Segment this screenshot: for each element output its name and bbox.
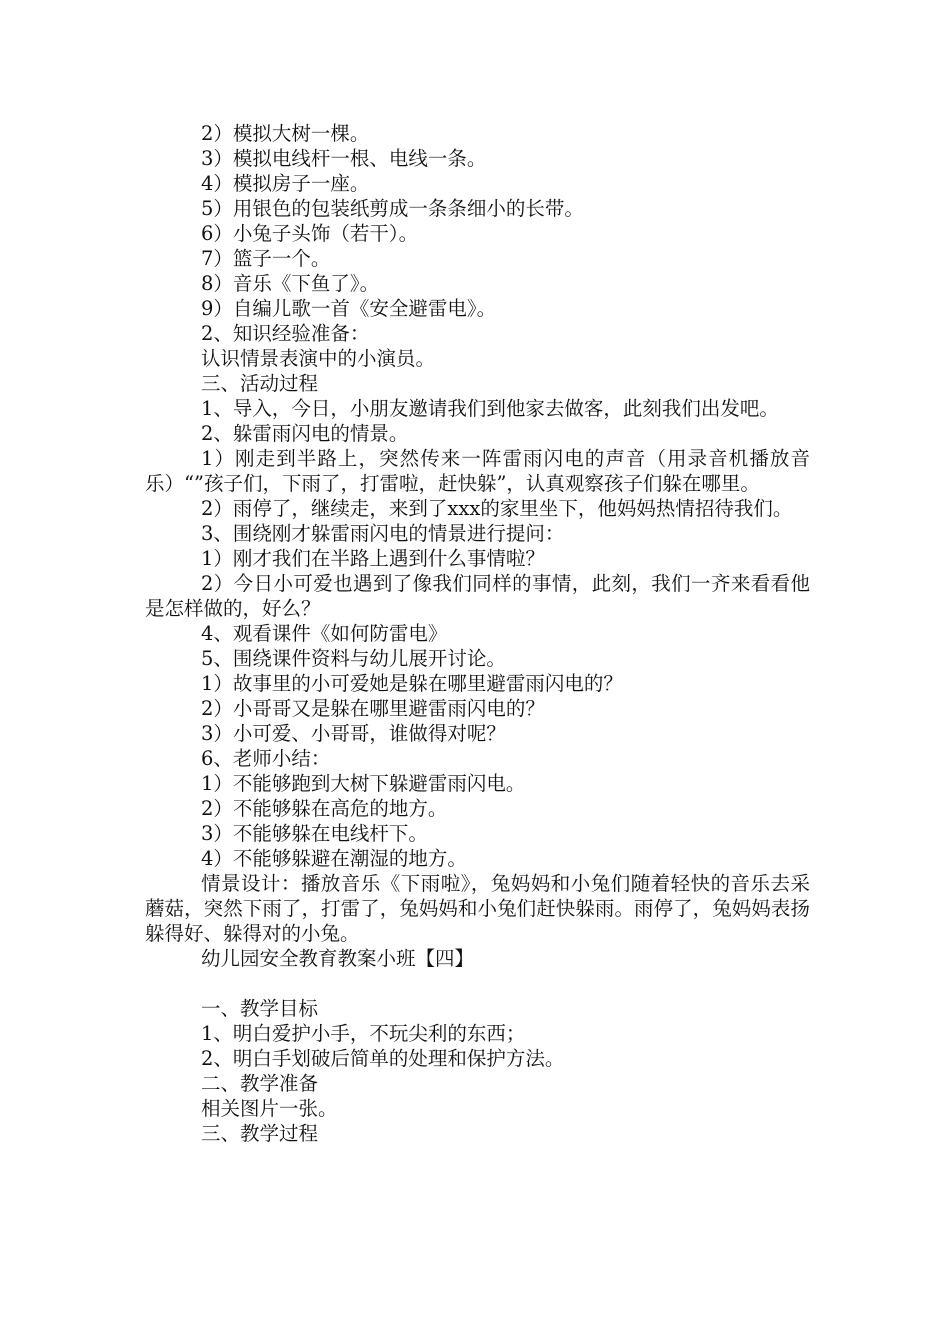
text-line: 二、教学准备 [201,1072,319,1095]
text-line: 4）不能够躲避在潮湿的地方。 [201,847,467,870]
document-body [145,121,810,1146]
paragraph: 2）雨停了，继续走，来到了xxx的家里坐下，他妈妈热情招待我们。 [201,497,793,520]
text-line: 认识情景表演中的小演员。 [201,347,436,370]
paragraph: 2）今日小可爱也遇到了像我们同样的事情，此刻，我们一齐来看看他是怎样做的，好么？ [145,572,810,620]
text-line: 9）自编儿歌一首《安全避雷电》。 [201,297,497,320]
text-line: 2）小哥哥又是躲在哪里避雷雨闪电的？ [201,697,545,720]
text-line: 2、知识经验准备： [201,322,370,345]
text-line: 一、教学目标 [201,997,319,1020]
blank-line [145,971,810,996]
paragraph: 情景设计：播放音乐《下雨啦》，兔妈妈和小兔们随着轻快的音乐去采蘑菇，突然下雨了，打雷了，兔妈妈和小兔们赶快躲雨。雨停了，兔妈妈表扬躲得好、躲得对的小兔。 [145,872,810,945]
paragraph: 1）刚走到半路上，突然传来一阵雷雨闪电的声音（用录音机播放音乐）“”孩子们，下雨了，打雷啦，赶快躲”，认真观察孩子们躲在哪里。 [145,447,810,495]
text-line: 3）不能够躲在电线杆下。 [201,822,428,845]
text-line: 1、明白爱护小手，不玩尖利的东西； [201,1022,526,1045]
text-line: 4、观看课件《如何防雷电》 [201,622,448,645]
text-line: 2）模拟大树一棵。 [201,122,370,145]
paragraph: 1、导入，今日，小朋友邀请我们到他家去做客，此刻我们出发吧。 [201,397,779,420]
text-line: 1）故事里的小可爱她是躲在哪里避雷雨闪电的？ [201,672,623,695]
text-line: 3）模拟电线杆一根、电线一条。 [201,147,487,170]
text-line: 2、明白手划破后简单的处理和保护方法。 [201,1047,565,1070]
text-line: 1）不能够跑到大树下躲避雷雨闪电。 [201,772,526,795]
text-line: 相关图片一张。 [201,1097,338,1120]
text-line: 3）小可爱、小哥哥，谁做得对呢？ [201,722,506,745]
text-line: 6、老师小结： [201,747,331,770]
text-line: 3、围绕刚才躲雷雨闪电的情景进行提问： [201,522,565,545]
text-line: 6）小兔子头饰（若干）。 [201,222,419,245]
text-line: 2、躲雷雨闪电的情景。 [201,422,409,445]
text-line: 4）模拟房子一座。 [201,172,370,195]
text-line: 5、围绕课件资料与幼儿展开讨论。 [201,647,506,670]
text-line: 2）不能够躲在高危的地方。 [201,797,448,820]
text-line: 三、教学过程 [201,1122,319,1145]
text-line: 5）用银色的包装纸剪成一条条细小的长带。 [201,197,584,220]
text-line: 幼儿园安全教育教案小班【四】 [201,947,475,970]
text-line: 1）刚才我们在半路上遇到什么事情啦？ [201,547,545,570]
text-line: 三、活动过程 [201,372,319,395]
text-line: 7）篮子一个。 [201,247,331,270]
text-line: 8）音乐《下鱼了》。 [201,272,380,295]
